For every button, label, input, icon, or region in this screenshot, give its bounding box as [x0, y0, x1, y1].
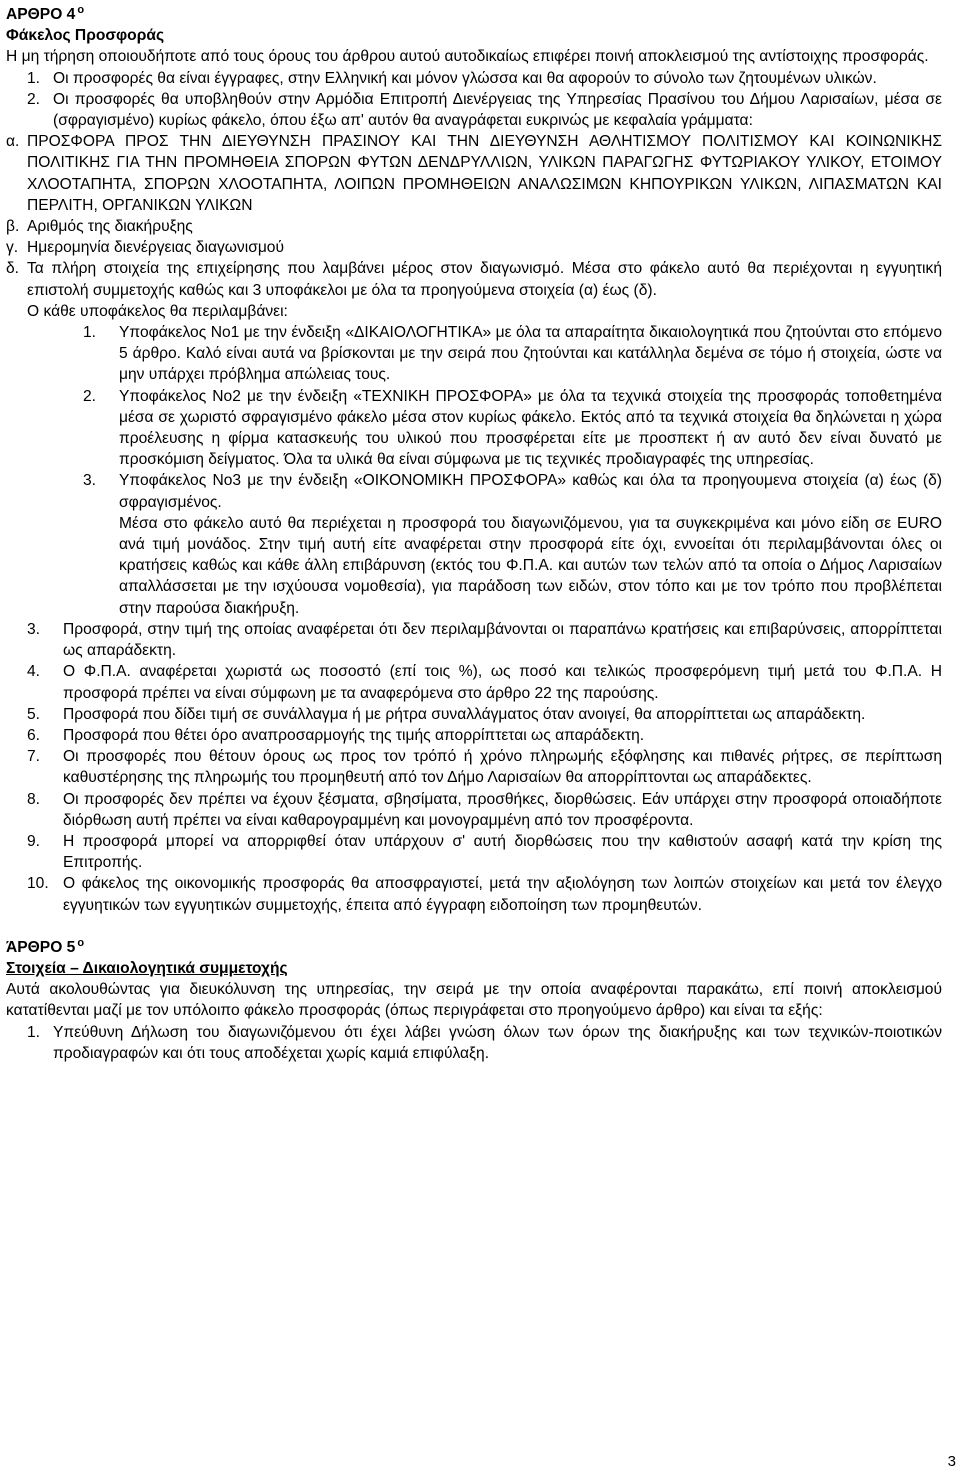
- envelope-2-number: 2.: [83, 387, 97, 405]
- list-item-number: 9.: [27, 832, 41, 850]
- list-item-text: Η προσφορά μπορεί να απορριφθεί όταν υπάρχουν σ' αυτή διορθώσεις που την καθιστούν ασαφή κατά την κρίση της Επιτροπής.: [63, 832, 942, 872]
- article-5-heading: ΆΡΘΡΟ 5 $^o$: [6, 936, 85, 956]
- list-item: [6, 704, 942, 725]
- envelope-1-text: Υποφάκελος Νο1 με την ένδειξη «ΔΙΚΑΙΟΛΟΓΗΤΙΚΑ» με όλα τα απαραίτητα δικαιολογητικά που ζητούνται στο επόμενο 5 άρθρο. Καλό είναι αυτά να βρίσκονται με την σειρά που ζητούνται και κατάλληλα δεμένα σε τόμο ή στοιχεία, ώστε να μην υπάρχει πρόβλημα απώλειας τους.: [119, 324, 942, 384]
- page-number: 3: [947, 1452, 956, 1470]
- sub-item-c-text: Ημερομηνία διενέργειας διαγωνισμού: [27, 239, 284, 257]
- article-4-subtitle: Φάκελος Προσφοράς: [6, 27, 165, 45]
- list-item-text: Προσφορά που δίδει τιμή σε συνάλλαγμα ή με ρήτρα συναλλάγματος όταν ανοιγεί, θα απορρίπτεται ως απαράδεκτη.: [63, 705, 866, 723]
- paragraph-1: [6, 68, 942, 89]
- envelope-3-text: Υποφάκελος Νο3 με την ένδειξη «ΟΙΚΟΝΟΜΙΚΗ ΠΡΟΣΦΟΡΑ» καθώς και όλα τα προηγουμενα στοιχεία (α) έως (δ) σφραγισμένος.: [119, 472, 942, 511]
- list-item: [6, 619, 942, 661]
- list-item-text: Ο φάκελος της οικονομικής προσφοράς θα αποσφραγιστεί, μετά την αξιολόγηση των λοιπών στοιχείων και μετά τον έλεγχο εγγυητικών των εγγυητικών συμμετοχής, έπειτα από έγγραφη ειδοποίηση των προμηθευτών.: [63, 875, 942, 914]
- list-item-text: Προσφορά που θέτει όρο αναπροσαρμογής της τιμής απορρίπτεται ως απαράδεκτη.: [63, 726, 645, 744]
- list-item-number: 8.: [27, 790, 41, 808]
- article-5-item-1-number: 1.: [27, 1023, 41, 1041]
- paragraph-1-number: 1.: [27, 69, 41, 87]
- list-item: [6, 831, 942, 873]
- list-item-text: Οι προσφορές που θέτουν όρους ως προς τον τρόπό ή χρόνο πληρωμής εξόφλησης και πιθανές ρήτρες, σε περίπτωση καθυστέρησης της πληρωμής του προμηθευτή από τον Δήμο Λαρισαίων θα απορρίπτονται ως απαράδεκτες.: [63, 748, 942, 787]
- paragraph-2-text: Οι προσφορές θα υποβληθούν στην Αρμόδια Επιτροπή Διενέργειας της Υπηρεσίας Πρασίνου του Δήμου Λαρισαίων, μέσα σε (σφραγισμένο) κυρίως φάκελο, όπου έξω απ' αυτόν θα αναγράφεται ευκρινώς με κεφαλαία γράμματα:: [53, 90, 942, 130]
- sub-item-b-label: β.: [6, 218, 20, 236]
- article-5-subtitle: Στοιχεία – Δικαιολογητικά συμμετοχής: [6, 959, 288, 977]
- sub-item-c-label: γ.: [6, 239, 19, 257]
- list-item-number: 4.: [27, 663, 41, 681]
- paragraph-1-text: Οι προσφορές θα είναι έγγραφες, στην Ελληνική και μόνον γλώσσα και θα αφορούν το σύνολο των ζητουμένων υλικών.: [53, 69, 877, 87]
- list-item: [6, 789, 942, 831]
- article-5-item-1-text: Υπεύθυνη Δήλωση του διαγωνιζόμενου ότι έχει λάβει γνώση όλων των όρων της διακήρυξης και των τεχνικών-ποιοτικών προδιαγραφών και ότι τους αποδέχεται χωρίς καμιά επιφύλαξη.: [53, 1023, 942, 1062]
- list-item-text: Οι προσφορές δεν πρέπει να έχουν ξέσματα, σβησίματα, προσθήκες, διορθώσεις. Εάν υπάρχει στην προσφορά οποιαδήποτε διόρθωση αυτή πρέπει να είναι καθαρογραμμένη και μονογραμμένη από τον προσφέροντα.: [63, 790, 942, 829]
- envelope-1: [6, 322, 942, 386]
- list-item: [6, 661, 942, 703]
- envelope-3-content: [119, 470, 942, 618]
- envelope-1-number: 1.: [83, 324, 97, 342]
- list-item: [6, 873, 942, 915]
- sub-item-a: [6, 131, 942, 216]
- sub-item-b: [6, 216, 942, 237]
- document-page: [6, 4, 942, 1064]
- sub-item-d: [6, 258, 942, 322]
- list-item-number: 6.: [27, 726, 41, 744]
- sub-item-c: [6, 237, 942, 258]
- list-item: [6, 746, 942, 788]
- envelope-3-number: 3.: [83, 472, 97, 490]
- sub-item-d-label: δ.: [6, 260, 20, 278]
- envelope-3-details: Μέσα στο φάκελο αυτό θα περιέχεται η προσφορά του διαγωνιζόμενου, για τα συγκεκριμένα και μόνο είδη σε EURO ανά τιμή μονάδος. Στην τιμή αυτή είτε αναφέρεται στην προσφορά είτε όχι, εννοείται ότι περιλαμβάνονται όλες οι κρατήσεις καθώς και κάθε άλλη επιβάρυνση (εκτός του Φ.Π.Α. και αυτών των τελών από τα οποία ο Δήμος Λαρισαίων απαλλάσσεται με την ισχύουσα νομοθεσία), για παράδοση των ειδών, στον τόπο και με τον τρόπο που προβλέπεται στην παρούσα διακήρυξη.: [119, 514, 942, 617]
- sub-item-d-text: Τα πλήρη στοιχεία της επιχείρησης που λαμβάνει μέρος στον διαγωνισμό. Μέσα στο φάκελο αυτό θα περιέχονται η εγγυητική επιστολή συμμετοχής καθώς και 3 υποφάκελοι με όλα τα προηγούμενα στοιχεία (α) έως (δ).: [27, 260, 942, 299]
- list-item-number: 3.: [27, 620, 41, 638]
- section-spacer: [6, 916, 942, 937]
- sub-item-a-text: ΠΡΟΣΦΟΡΑ ΠΡΟΣ ΤΗΝ ΔΙΕΥΘΥΝΣΗ ΠΡΑΣΙΝΟΥ ΚΑΙ ΤΗΝ ΔΙΕΥΘΥΝΣΗ ΑΘΛΗΤΙΣΜΟΥ ΠΟΛΙΤΙΣΜΟΥ ΚΑΙ ΚΟΙΝΩΝΙΚΗΣ ΠΟΛΙΤΙΚΗΣ ΓΙΑ ΤΗΝ ΠΡΟΜΗΘΕΙΑ ΣΠΟΡΩΝ ΦΥΤΩΝ ΔΕΝΔΡΥΛΛΙΩΝ, ΥΛΙΚΩΝ ΠΑΡΑΓΩΓΗΣ ΦΥΤΩΡΙΑΚΟΥ ΥΛΙΚΟΥ, ΕΤΟΙΜΟΥ ΧΛΟΟΤΑΠΗΤΑ, ΣΠΟΡΩΝ ΧΛΟΟΤΑΠΗΤΑ, ΛΟΙΠΩΝ ΠΡΟΜΗΘΕΙΩΝ ΑΝΑΛΩΣΙΜΩΝ ΚΗΠΟΥΡΙΚΩΝ ΥΛΙΚΩΝ, ΛΙΠΑΣΜΑΤΩΝ ΚΑΙ ΠΕΡΛΙΤΗ, ΟΡΓΑΝΙΚΩΝ ΥΛΙΚΩΝ: [27, 133, 942, 214]
- list-item: [6, 725, 942, 746]
- list-item-text: Προσφορά, στην τιμή της οποίας αναφέρεται ότι δεν περιλαμβάνονται οι παραπάνω κρατήσεις και επιβαρύνσεις, απορρίπτεται ως απαράδεκτη.: [63, 620, 942, 660]
- sub-item-a-label: α.: [6, 133, 20, 151]
- sub-item-b-text: Αριθμός της διακήρυξης: [27, 218, 193, 236]
- envelope-2-text: Υποφάκελος Νο2 με την ένδειξη «ΤΕΧΝΙΚΗ ΠΡΟΣΦΟΡΑ» με όλα τα τεχνικά στοιχεία της προσφοράς τοποθετημένα μέσα σε χωριστό σφραγισμένο φάκελο μέσα στον κυρίως φάκελο. Εκτός από τα τεχνικά στοιχεία θα δηλώνεται η χώρα προέλευσης η φίρμα κατασκευής του υλικού που προσφέρεται είτε με προσπεκτ ή αν αυτό δεν είναι δυνατό με προσκόμιση δείγματος. Όλα τα υλικά θα είναι σύμφωνα με τις τεχνικές προδιαγραφές της υπηρεσίας.: [119, 387, 942, 469]
- paragraph-2: [6, 89, 942, 131]
- list-item-number: 10.: [27, 875, 49, 893]
- sub-item-d-content: [27, 258, 942, 322]
- paragraph-2-number: 2.: [27, 90, 41, 108]
- article-5-intro: Αυτά ακολουθώντας για διευκόλυνση της υπηρεσίας, την σειρά με την οποία αναφέρονται παρακάτω, επί ποινή αποκλεισμού κατατίθενται μαζί με τον υπόλοιπο φάκελο προσφοράς (όπως περιγράφεται στο προηγούμενο άρθρο) και είναι τα εξής:: [6, 981, 942, 1020]
- article-4-heading: ΑΡΘΡΟ 4 $^o$: [6, 3, 85, 23]
- list-item-number: 7.: [27, 748, 41, 766]
- article-5-item-1: [6, 1022, 942, 1064]
- envelope-2: [6, 386, 942, 471]
- list-item-text: Ο Φ.Π.Α. αναφέρεται χωριστά ως ποσοστό (επί τοις %), ως ποσό και τελικώς προσφερόμενη τιμή μετά του Φ.Π.Α. Η προσφορά πρέπει να είναι σύμφωνη με τα αναφερόμενα στο άρθρο 22 της παρούσης.: [63, 663, 942, 702]
- list-item-number: 5.: [27, 705, 41, 723]
- sub-item-d-note: Ο κάθε υποφάκελος θα περιλαμβάνει:: [27, 302, 288, 320]
- envelope-3: [6, 470, 942, 618]
- article-4-intro: Η μη τήρηση οποιουδήποτε από τους όρους του άρθρου αυτού αυτοδικαίως επιφέρει ποινή αποκλεισμού της αντίστοιχης προσφοράς.: [6, 48, 929, 66]
